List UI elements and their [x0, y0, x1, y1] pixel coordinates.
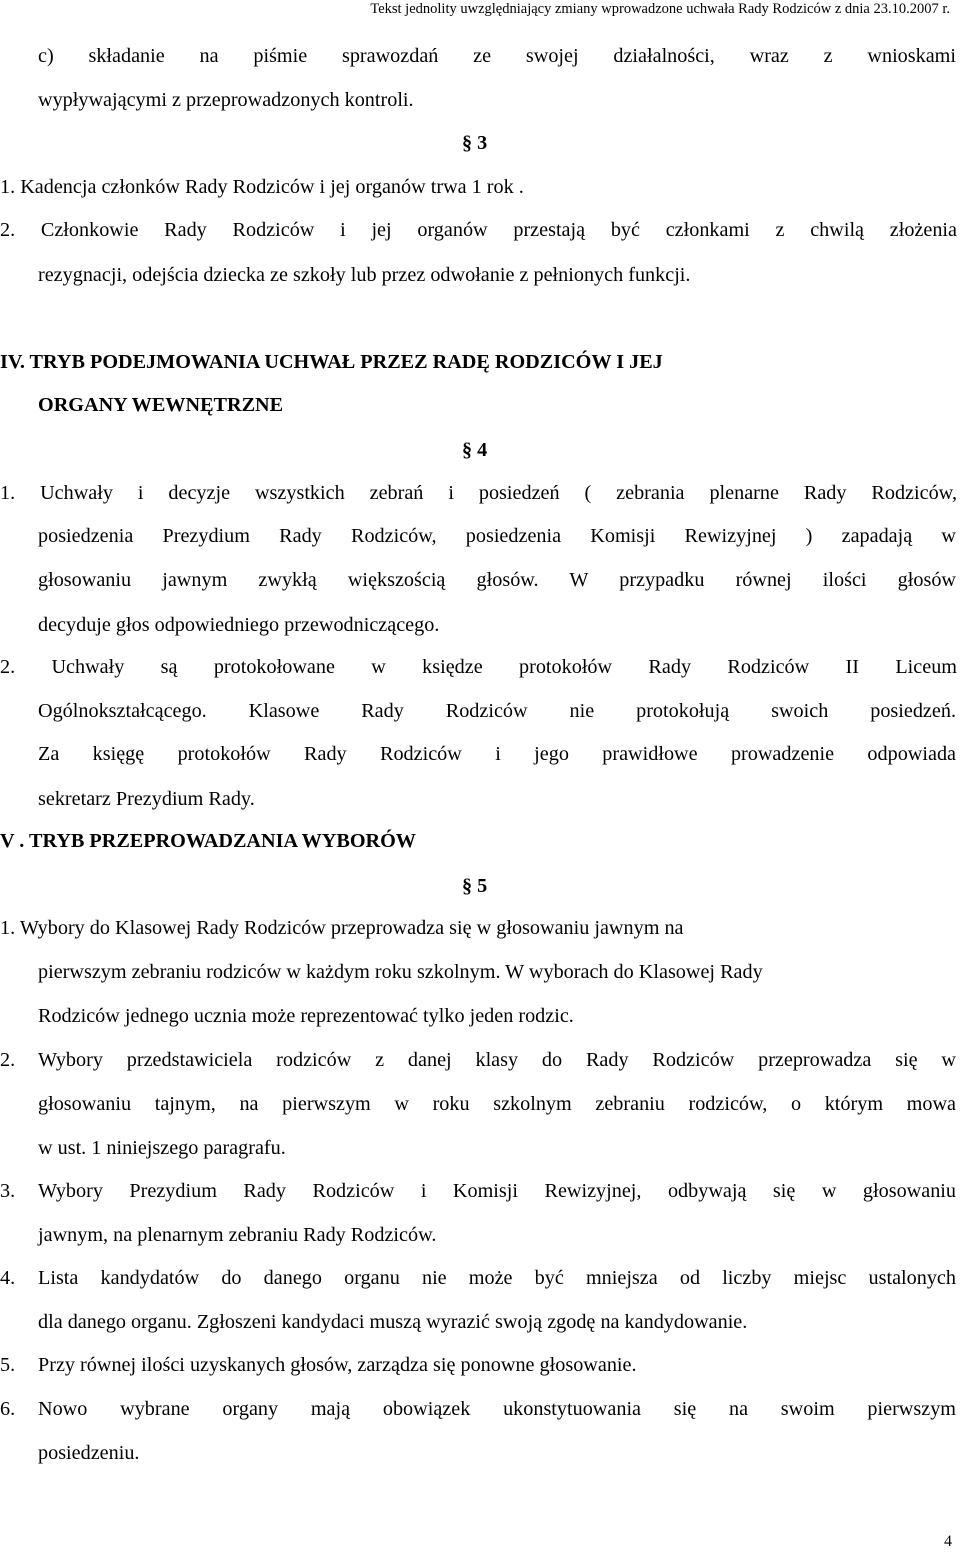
section-number: § 3 — [462, 132, 488, 154]
section-number: § 5 — [462, 875, 488, 897]
text-line: Ogólnokształcącego. Klasowe Rady Rodziców nie protokołują swoich posiedzeń. — [38, 700, 956, 722]
page-header: Tekst jednolity uwzględniający zmiany wprowadzone uchwała Rady Rodziców z dnia 23.10.2007 r. — [370, 1, 950, 17]
chapter-heading: V . TRYB PRZEPROWADZANIA WYBORÓW — [0, 830, 416, 852]
list-number: 6. — [0, 1398, 16, 1420]
text-line: 2. Uchwały są protokołowane w księdze protokołów Rady Rodziców II Liceum — [0, 656, 957, 678]
text-line: posiedzeniu. — [38, 1442, 140, 1464]
text-line: Lista kandydatów do danego organu nie może być mniejsza od liczby miejsc ustalonych — [38, 1267, 956, 1289]
text-line: jawnym, na plenarnym zebraniu Rady Rodziców. — [38, 1224, 437, 1246]
text-line: 2. Członkowie Rady Rodziców i jej organów przestają być członkami z chwilą złożenia — [0, 219, 957, 241]
text-line: Rodziców jednego ucznia może reprezentować tylko jeden rodzic. — [38, 1005, 574, 1027]
text-line: 1. Uchwały i decyzje wszystkich zebrań i posiedzeń ( zebrania plenarne Rady Rodziców, — [0, 482, 957, 504]
text-line: Wybory Prezydium Rady Rodziców i Komisji Rewizyjnej, odbywają się w głosowaniu — [38, 1180, 956, 1202]
list-number: 5. — [0, 1354, 16, 1376]
text-line: głosowaniu tajnym, na pierwszym w roku szkolnym zebraniu rodziców, o którym mowa — [38, 1093, 956, 1115]
text-line: c) składanie na piśmie sprawozdań ze swojej działalności, wraz z wnioskami — [38, 45, 956, 67]
text-line: pierwszym zebraniu rodziców w każdym roku szkolnym. W wyborach do Klasowej Rady — [38, 961, 763, 983]
text-line: sekretarz Prezydium Rady. — [38, 788, 255, 810]
text-line: wypływającymi z przeprowadzonych kontroli. — [38, 89, 414, 111]
text-line: decyduje głos odpowiedniego przewodniczącego. — [38, 614, 440, 636]
page-number: 4 — [944, 1533, 952, 1550]
text-line: głosowaniu jawnym zwykłą większością głosów. W przypadku równej ilości głosów — [38, 569, 956, 591]
text-line: 1. Kadencja członków Rady Rodziców i jej organów trwa 1 rok . — [0, 176, 524, 198]
text-line: rezygnacji, odejścia dziecka ze szkoły lub przez odwołanie z pełnionych funkcji. — [38, 264, 691, 286]
chapter-heading: IV. TRYB PODEJMOWANIA UCHWAŁ PRZEZ RADĘ RODZICÓW I JEJ — [0, 351, 663, 373]
list-number: 4. — [0, 1267, 16, 1289]
text-line: posiedzenia Prezydium Rady Rodziców, posiedzenia Komisji Rewizyjnej ) zapadają w — [38, 525, 956, 547]
list-number: 3. — [0, 1180, 16, 1202]
text-line: dla danego organu. Zgłoszeni kandydaci muszą wyrazić swoją zgodę na kandydowanie. — [38, 1311, 748, 1333]
text-line: Za księgę protokołów Rady Rodziców i jego prawidłowe prowadzenie odpowiada — [38, 743, 956, 765]
chapter-heading: ORGANY WEWNĘTRZNE — [38, 394, 284, 416]
text-line: w ust. 1 niniejszego paragrafu. — [38, 1137, 286, 1159]
section-number: § 4 — [462, 439, 488, 461]
text-line: 1. Wybory do Klasowej Rady Rodziców przeprowadza się w głosowaniu jawnym na — [0, 917, 684, 939]
text-line: Przy równej ilości uzyskanych głosów, zarządza się ponowne głosowanie. — [38, 1354, 637, 1376]
list-number: 2. — [0, 1049, 16, 1071]
text-line: Wybory przedstawiciela rodziców z danej klasy do Rady Rodziców przeprowadza się w — [38, 1049, 956, 1071]
text-line: Nowo wybrane organy mają obowiązek ukonstytuowania się na swoim pierwszym — [38, 1398, 956, 1420]
